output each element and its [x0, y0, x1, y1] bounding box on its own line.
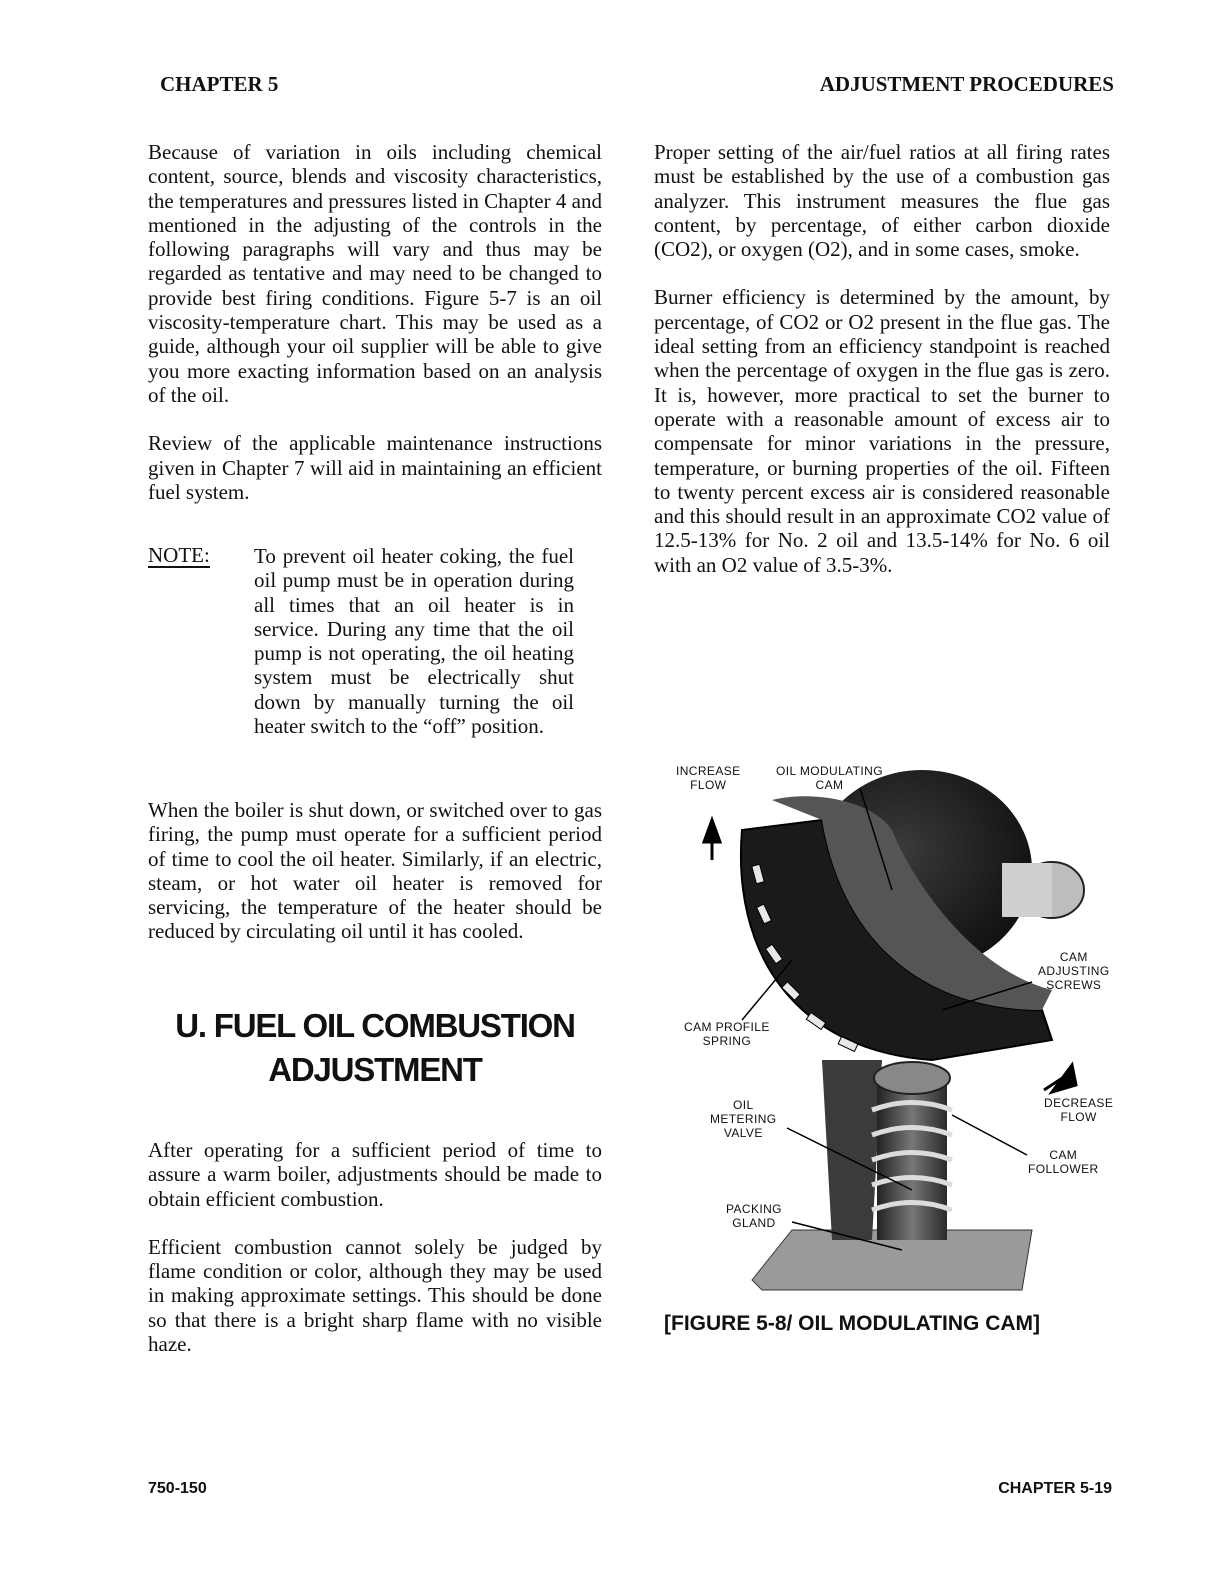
increase-flow-arrow: [704, 820, 720, 860]
paragraph-oil-variation: Because of variation in oils including chemical content, source, blends and viscosity characteristics, the temperatures and pressures listed in Chapter 4 and mentioned in the adjusting of the controls in the following paragraphs will vary and thus may be regarded as tentative and may need to be changed to provide best firing conditions. Figure 5-7 is an oil viscosity-temperature chart. This may be used as a guide, although your oil supplier will be able to give you more exacting information based on an analysis of the oil.: [148, 140, 602, 407]
section-title-line1: U. FUEL OIL COMBUSTION: [175, 1007, 575, 1044]
paragraph-boiler-shutdown: When the boiler is shut down, or switched over to gas firing, the pump must operate for a sufficient period of time to cool the oil heater. Similarly, if an electric, steam, or hot water oil heater is removed for servicing, the temperature of the heater should be reduced by circulating oil until it has cooled.: [148, 798, 602, 944]
paragraph-flame-condition: Efficient combustion cannot solely be judged by flame condition or color, although they may be used in making approximate settings. This should be done so that there is a bright sharp flame with no visible haze.: [148, 1234, 602, 1357]
document-number: 750-150: [148, 1480, 207, 1497]
label-decrease-flow: DECREASE FLOW: [1044, 1096, 1114, 1124]
right-column-text: [654, 140, 1110, 577]
paragraph-maintenance-review: Review of the applicable maintenance instructions given in Chapter 7 will aid in maintaining an efficient fuel system.: [148, 431, 602, 504]
section-title-line2: ADJUSTMENT: [268, 1051, 482, 1088]
label-cam-follower: CAM FOLLOWER: [1028, 1148, 1099, 1176]
note-text: To prevent oil heater coking, the fuel oil pump must be in operation during all times that an oil heater is in service. During any time that the oil pump is not operating, the oil heating system must be electrically shut down by manually turning the oil heater switch to the “off” position.: [254, 544, 574, 739]
section-header: ADJUSTMENT PROCEDURES: [819, 72, 1114, 96]
paragraph-air-fuel-ratio: Proper setting of the air/fuel ratios at all firing rates must be established by the use of a combustion gas analyzer. This instrument measures the flue gas content, by percentage, of either carbon dioxide (CO2), or oxygen (O2), and in some cases, smoke.: [654, 140, 1110, 262]
section-title: [148, 1004, 602, 1092]
oil-modulating-cam-figure: [672, 760, 1122, 1300]
decrease-flow-arrow: [1044, 1065, 1076, 1092]
page-number: CHAPTER 5-19: [998, 1480, 1112, 1497]
note-label: NOTE:: [148, 543, 210, 567]
label-oil-modulating-cam: OIL MODULATING CAM: [776, 764, 883, 792]
figure-caption: [FIGURE 5-8/ OIL MODULATING CAM]: [664, 1312, 1041, 1335]
label-increase-flow: INCREASE FLOW: [676, 764, 741, 792]
paragraph-burner-efficiency: Burner efficiency is determined by the amount, by percentage, of CO2 or O2 present in the flue gas. The ideal setting from an efficiency standpoint is reached when the percentage of oxygen in the flue gas is zero. It is, however, more practical to set the burner to operate with a reasonable amount of excess air to compensate for minor variations in the pressure, temperature, or burning properties of the oil. Fifteen to twenty percent excess air is considered reasonable and this should result in an approximate CO2 value of 12.5-13% for No. 2 oil and 13.5-14% for No. 6 oil with an O2 value of 3.5-3%.: [654, 285, 1110, 577]
paragraph-warm-boiler: After operating for a sufficient period of time to assure a warm boiler, adjustments should be made to obtain efficient combustion.: [148, 1138, 602, 1211]
label-cam-adjusting-screws: CAM ADJUSTING SCREWS: [1038, 950, 1110, 992]
label-packing-gland: PACKING GLAND: [726, 1202, 782, 1230]
cam-follower-roller: [874, 1062, 950, 1094]
chapter-header: CHAPTER 5: [160, 72, 279, 96]
label-cam-profile-spring: CAM PROFILE SPRING: [684, 1020, 770, 1048]
left-column-intro: [148, 140, 602, 504]
left-column-combustion: [148, 1138, 602, 1356]
label-oil-metering-valve: OIL METERING VALVE: [710, 1098, 777, 1140]
left-column-shutdown: [148, 798, 602, 944]
